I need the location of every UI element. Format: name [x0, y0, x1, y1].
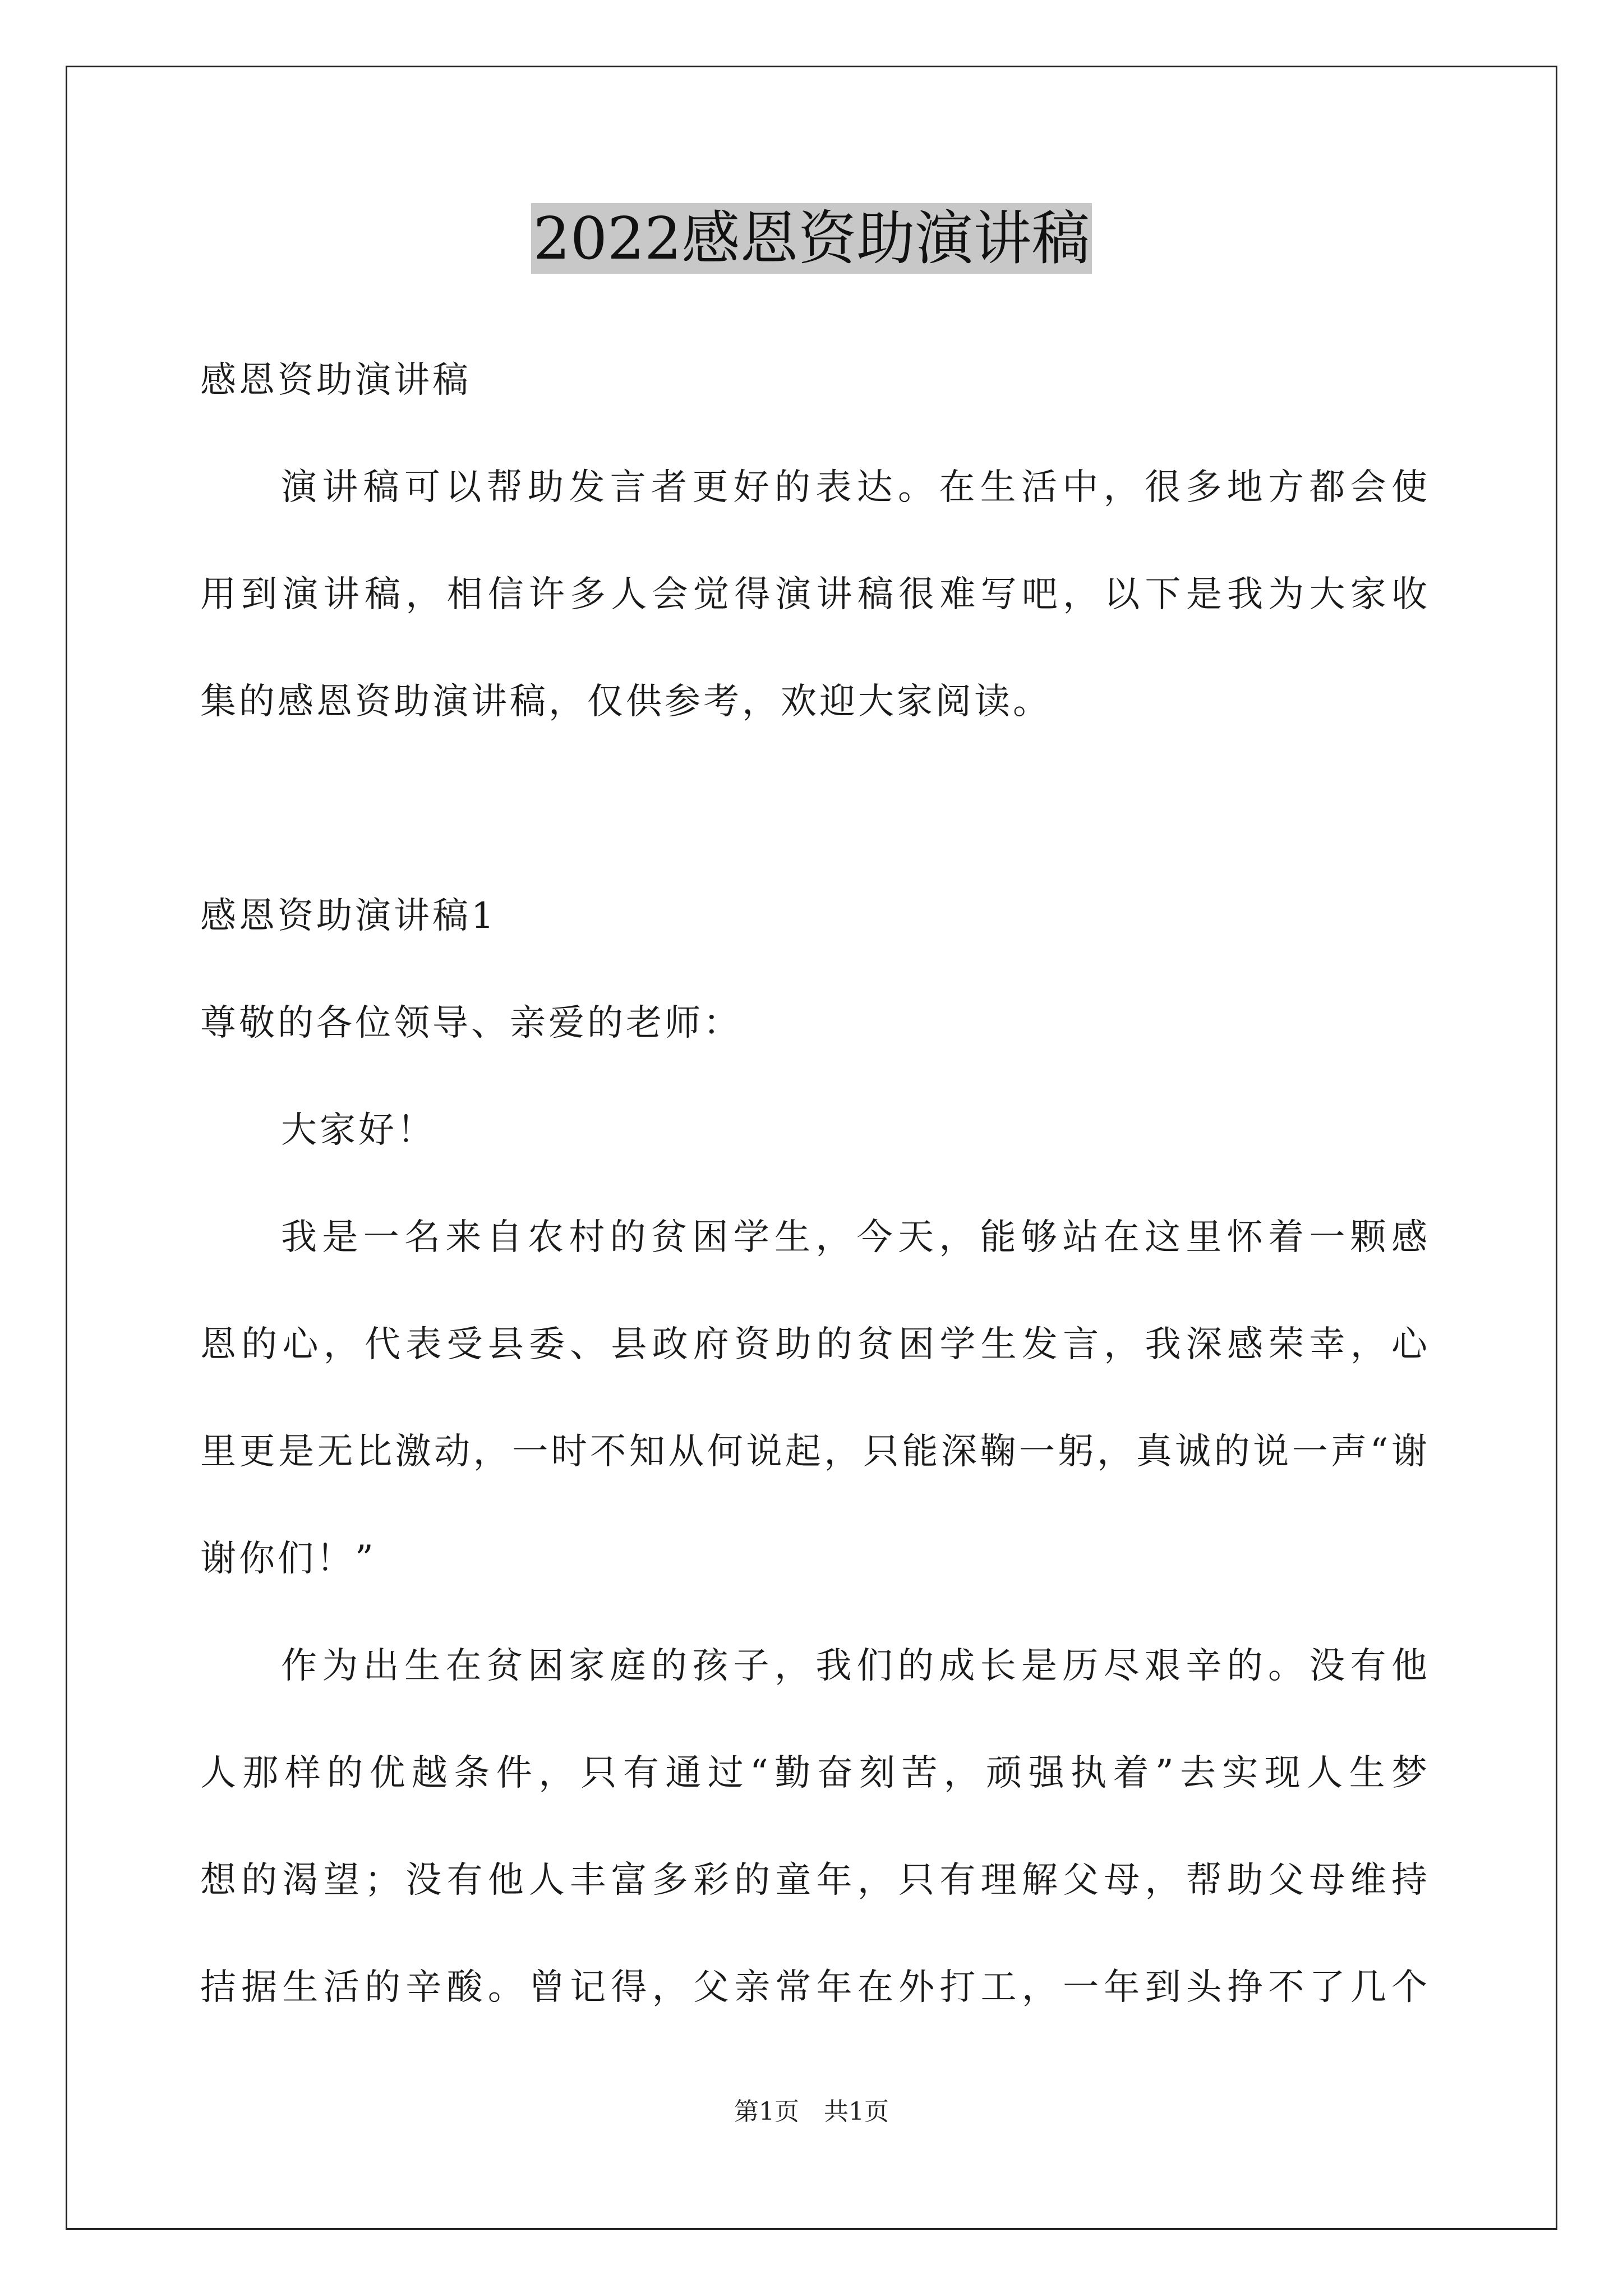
document-title: 2022感恩资助演讲稿 [531, 203, 1092, 274]
salutation-line: 尊敬的各位领导、亲爱的老师： [200, 1002, 742, 1044]
body-line-3: 里更是无比激动，一时不知从何说起，只能深鞠一躬，真诚的说一声“谢 [200, 1431, 1427, 1473]
body-line-7: 想的渴望；没有他人丰富多彩的童年，只有理解父母，帮助父母维持 [200, 1860, 1427, 1901]
intro-line-3: 集的感恩资助演讲稿，仅供参考，欢迎大家阅读。 [200, 681, 1052, 723]
subtitle-line: 感恩资助演讲稿 [200, 360, 471, 401]
page-footer: 第1页 共1页 [734, 2097, 889, 2126]
intro-line-1: 演讲稿可以帮助发言者更好的表达。在生活中，很多地方都会使 [281, 467, 1427, 508]
body-line-8: 拮据生活的辛酸。曾记得，父亲常年在外打工，一年到头挣不了几个 [200, 1967, 1427, 2008]
body-line-5: 作为出生在贫困家庭的孩子，我们的成长是历尽艰辛的。没有他 [281, 1645, 1427, 1687]
section-heading: 感恩资助演讲稿1 [200, 895, 497, 937]
body-line-1: 我是一名来自农村的贫困学生，今天，能够站在这里怀着一颗感 [281, 1217, 1427, 1258]
title-wrapper [0, 203, 1623, 274]
greeting-line: 大家好！ [281, 1110, 436, 1151]
body-line-4: 谢你们！” [200, 1538, 376, 1580]
body-line-2: 恩的心，代表受县委、县政府资助的贫困学生发言，我深感荣幸，心 [200, 1324, 1427, 1365]
body-line-6: 人那样的优越条件，只有通过“勤奋刻苦，顽强执着”去实现人生梦 [200, 1752, 1427, 1794]
intro-line-2: 用到演讲稿，相信许多人会觉得演讲稿很难写吧，以下是我为大家收 [200, 574, 1427, 615]
